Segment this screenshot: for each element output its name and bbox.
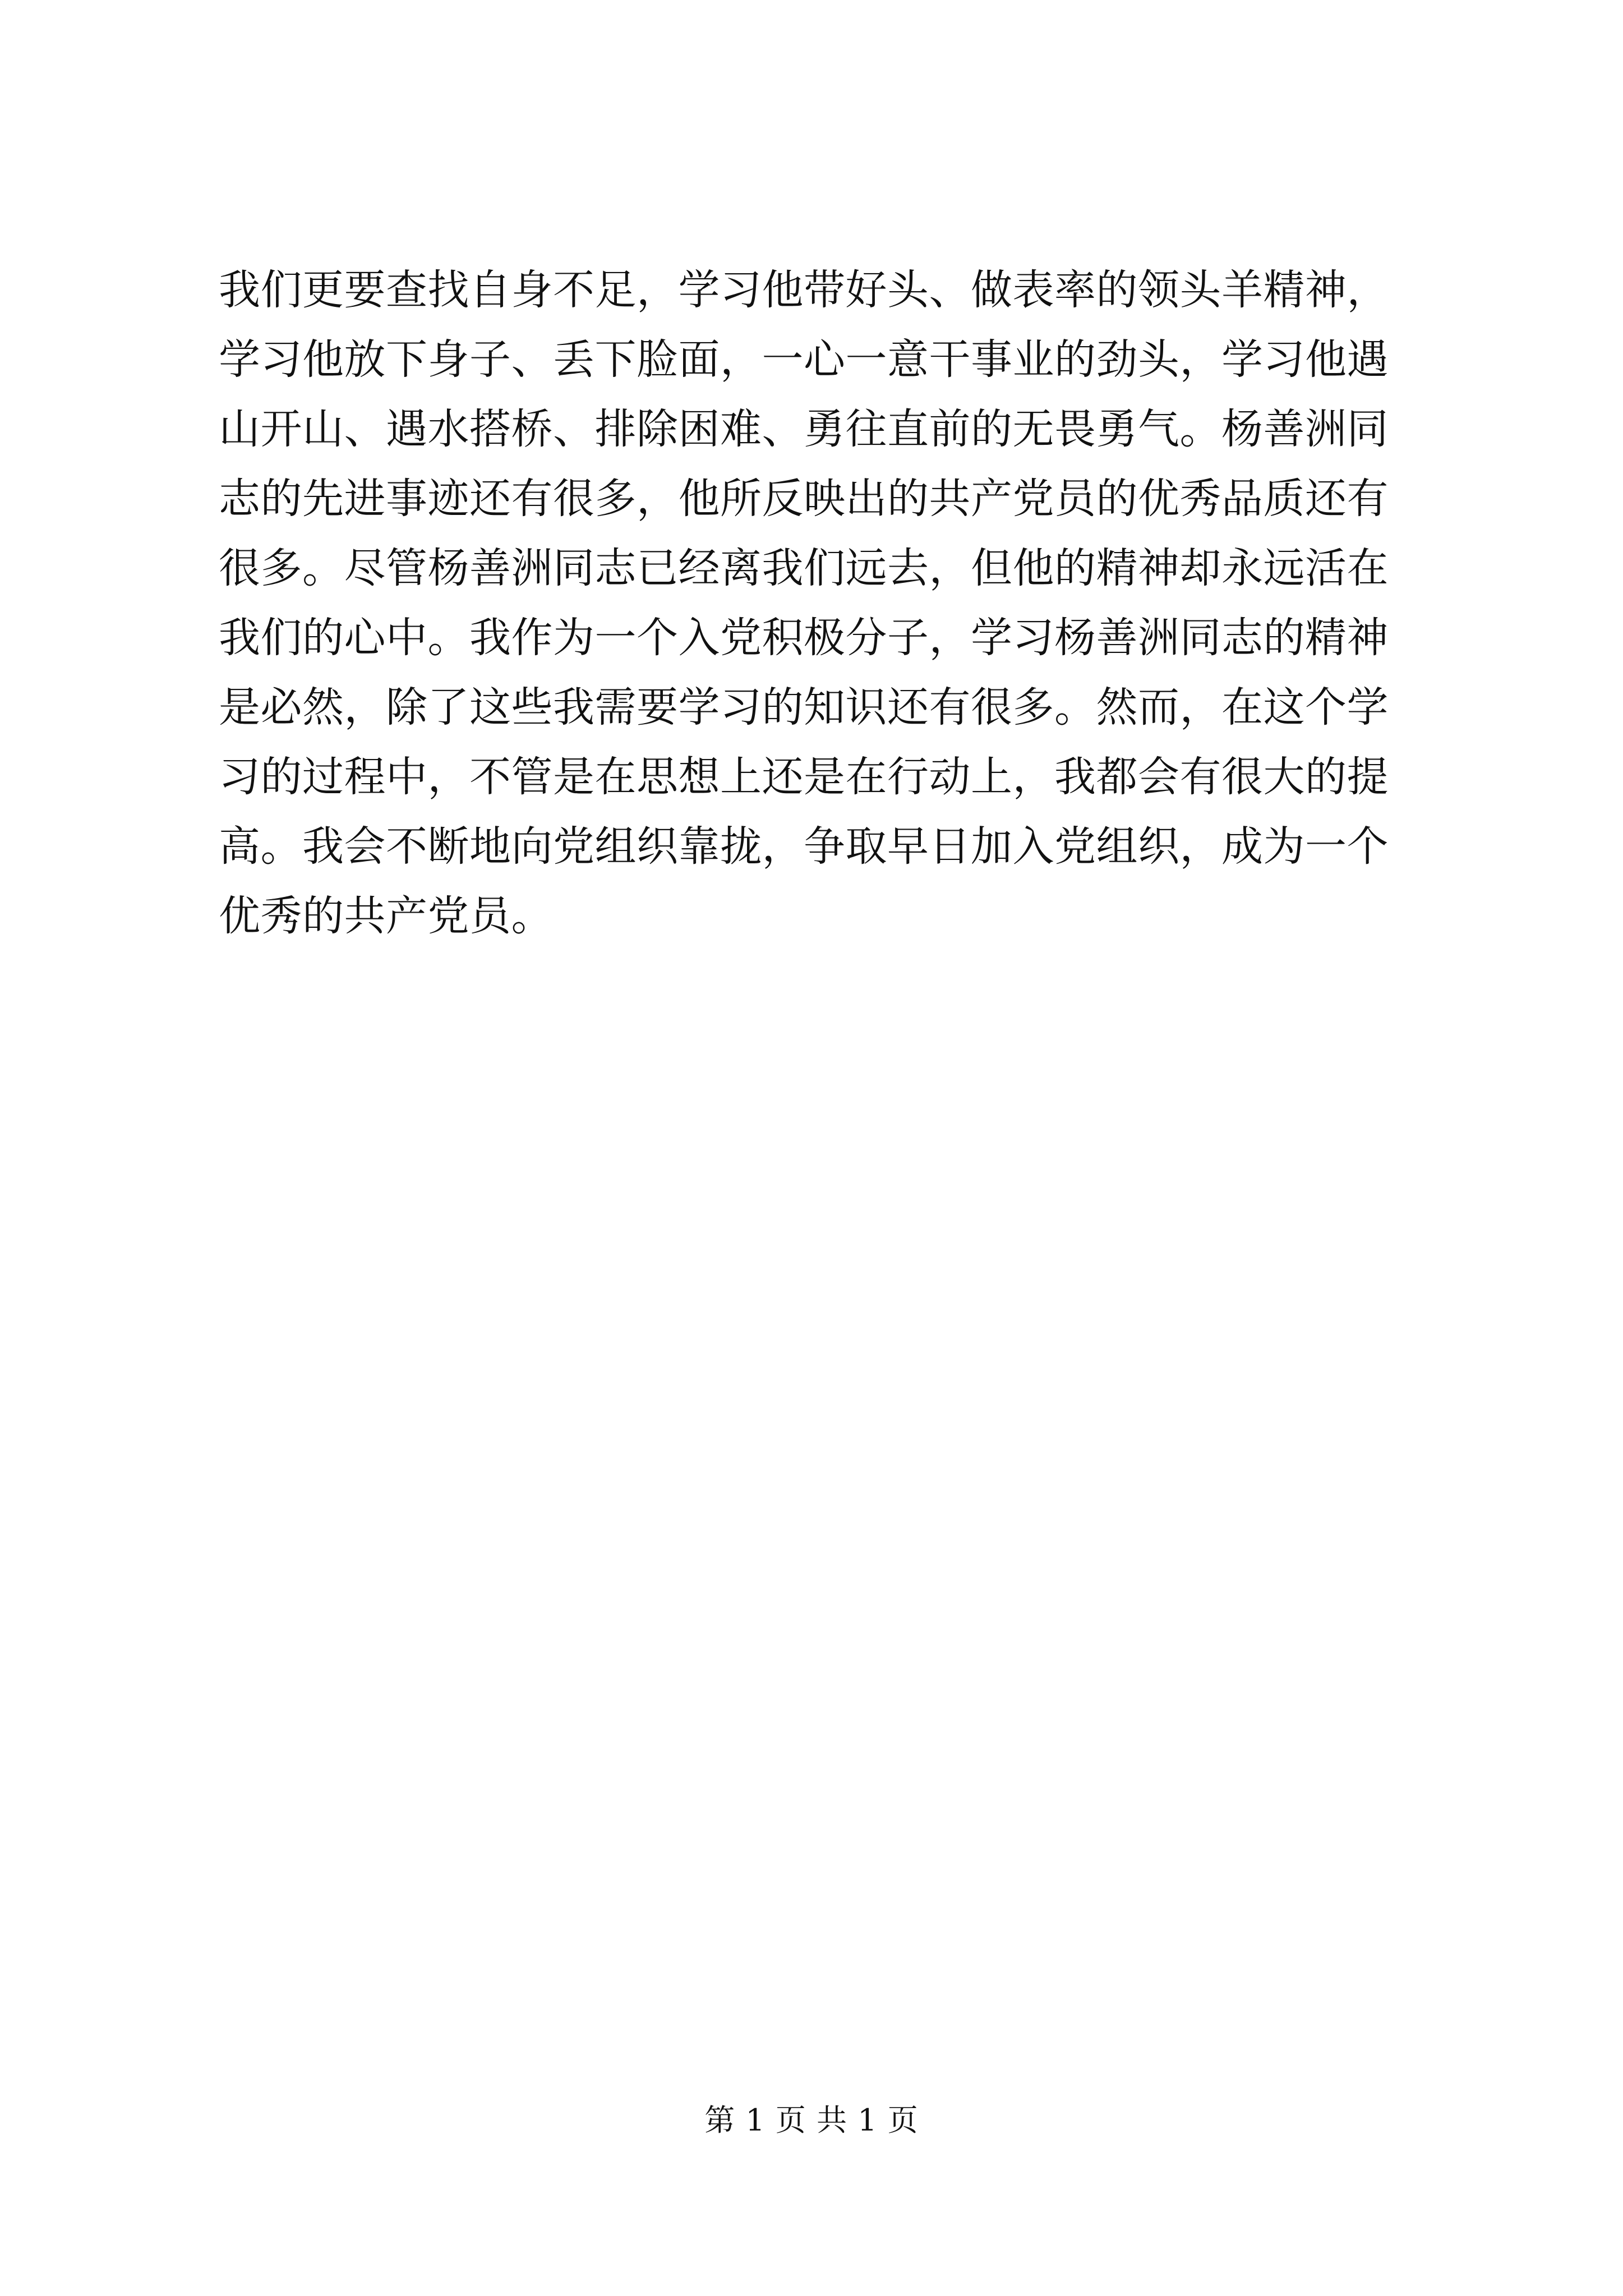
page-footer: 第 1 页 共 1 页 [704, 2102, 919, 2138]
paragraph-line: 高。我会不断地向党组织靠拢，争取早日加入党组织，成为一个 [219, 822, 1389, 871]
paragraph-line: 优秀的共产党员。 [219, 892, 553, 940]
paragraph-line: 我们更要查找自身不足，学习他带好头、做表率的领头羊精神， [219, 266, 1389, 314]
paragraph-line: 是必然，除了这些我需要学习的知识还有很多。然而，在这个学 [219, 683, 1389, 731]
body-paragraph [219, 255, 1424, 951]
paragraph-line: 志的先进事迹还有很多，他所反映出的共产党员的优秀品质还有 [219, 475, 1389, 523]
paragraph-line: 山开山、遇水搭桥、排除困难、勇往直前的无畏勇气。杨善洲同 [219, 405, 1389, 453]
paragraph-line: 我们的心中。我作为一个入党积极分子，学习杨善洲同志的精神 [219, 614, 1389, 662]
paragraph-line: 很多。尽管杨善洲同志已经离我们远去，但他的精神却永远活在 [219, 544, 1389, 592]
paragraph-line: 习的过程中，不管是在思想上还是在行动上，我都会有很大的提 [219, 753, 1389, 801]
paragraph-line: 学习他放下身子、丢下脸面，一心一意干事业的劲头，学习他遇 [219, 335, 1389, 384]
